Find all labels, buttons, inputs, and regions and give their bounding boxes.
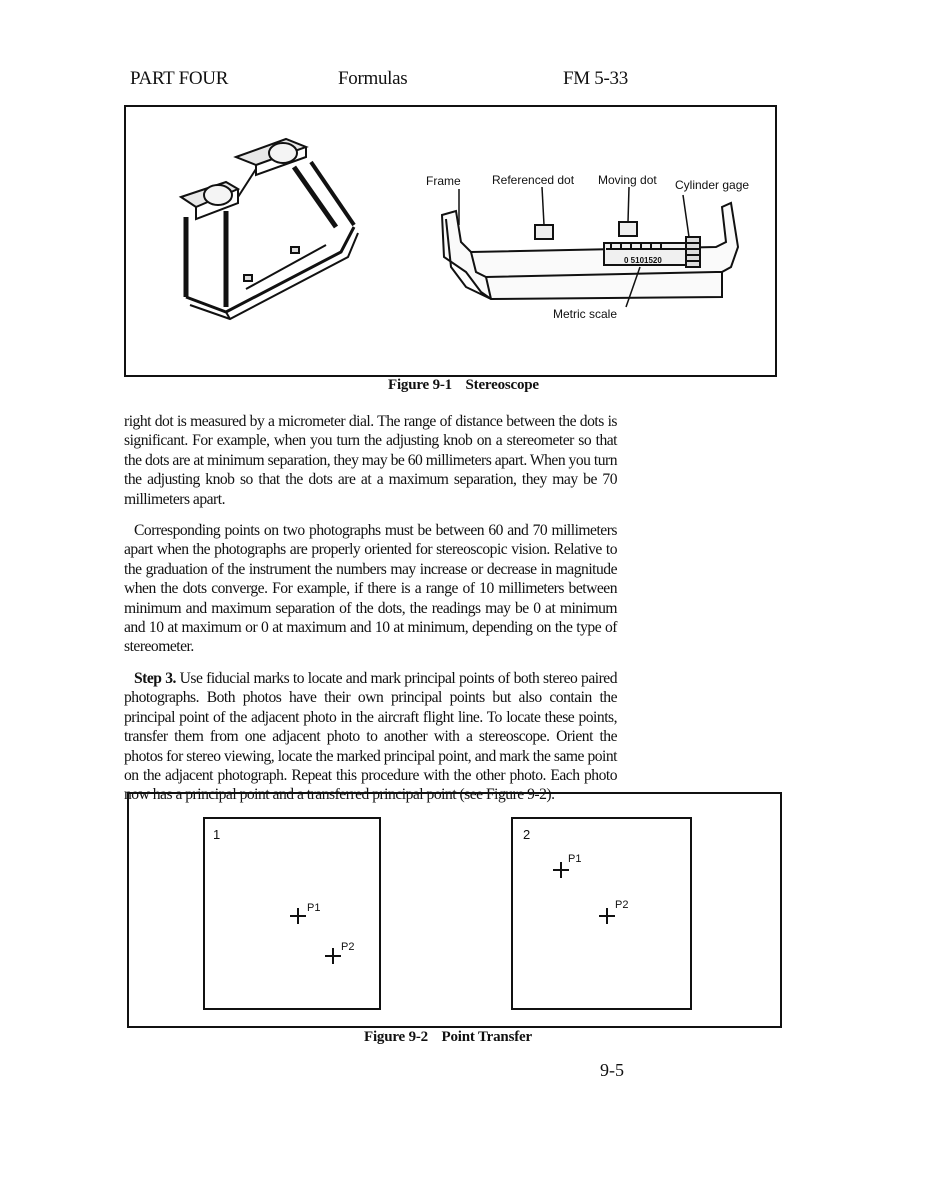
paragraph-1: right dot is measured by a micrometer dial. The range of distance between the dots is significant. For example, when you turn the adjusting knob on a stereometer so that the dots are at minimum separation, they may be 60 millimeters apart. When you turn the adjusting knob so that the dots are at a maximum separation, they may be 70 millimeters apart. [124,413,617,508]
body-text [124,412,617,817]
scale-digits: 0 5101520 [624,256,662,265]
photo-1-p1-crosshair-icon [290,908,306,924]
photo-1-number: 1 [213,827,221,842]
label-moving-dot: Moving dot [598,173,657,187]
stereometer-icon [442,187,738,307]
page-number: 9-5 [600,1060,624,1080]
label-referenced-dot: Referenced dot [492,173,575,187]
photo-2-points [513,819,690,1008]
label-frame: Frame [426,174,461,188]
paragraph-2: Corresponding points on two photographs must be between 60 and 70 millimeters apart when the photographs are properly oriented for stereoscopic vision. Relative to the graduation of the instrument the numbers may increase or decrease in magnitude when the dots converge. For example, if there is a range of 10 millimeters between minimum and maximum separation of the dots, the readings may be 0 at minimum and 10 at maximum or 0 at maximum and 10 at minimum, depending on the type of stereometer. [124,522,617,656]
header-part: PART FOUR [130,68,229,89]
photo-2-p2-crosshair-icon [599,908,615,924]
figure-9-1-frame [124,105,777,377]
figure-9-2-caption [364,1029,532,1046]
label-metric-scale: Metric scale [553,307,618,321]
figure-9-1-caption [388,377,539,394]
stereoscope-illustration [126,107,775,375]
photo-1-points [205,819,379,1008]
figure-9-1-title: Stereoscope [465,377,539,393]
paragraph-3-text: Use fiducial marks to locate and mark principal points of both stereo paired photographs. Both photos have their own principal points but also contain the principal point of the adjacent photo in the aircraft flight line. To locate these points, transfer them from one adjacent photo to another with a stereoscope. Orient the photos for stereo viewing, locate the marked principal point, and mark the same point on the adjacent photograph. Repeat this procedure with the other photo. Each photo now has a principal point and a transferred principal point (see Figure 9-2). [124,669,617,804]
photo-2 [511,817,692,1010]
photo-1 [203,817,381,1010]
paragraph-3 [124,669,617,805]
photo-1-p2-crosshair-icon [325,948,341,964]
photo-1-p1-label: P1 [307,902,321,914]
figure-9-2-title: Point Transfer [441,1029,532,1045]
stereoscope-icon [181,139,358,319]
step-3-lead: Step 3. [134,669,176,687]
header-manual-code: FM 5-33 [563,68,628,89]
photo-2-p1-label: P1 [568,853,582,865]
figure-9-1-number: Figure 9-1 [388,377,452,393]
header-section: Formulas [338,68,408,89]
photo-2-p1-crosshair-icon [553,862,569,878]
figure-9-2-number: Figure 9-2 [364,1029,428,1045]
label-cylinder-gage: Cylinder gage [675,178,750,192]
photo-1-p2-label: P2 [341,941,355,953]
photo-2-p2-label: P2 [615,899,629,911]
photo-2-number: 2 [523,827,531,842]
